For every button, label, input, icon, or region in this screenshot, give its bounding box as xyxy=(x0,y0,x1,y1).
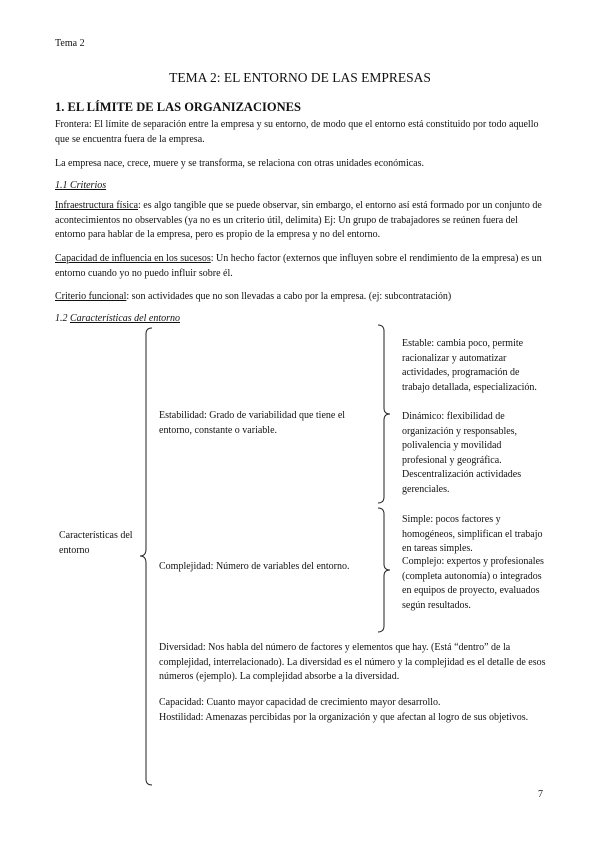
hostilidad-text: Hostilidad: Amenazas percibidas por la organización y que afectan al logro de sus objetivos. xyxy=(159,712,529,723)
criterio-text: : es algo tangible que se puede observar, sin embargo, el entorno así está formado por un conjunto de acontecimientos no observables (ya no es un criterio útil, delimita) Ej: Un grupo de trabajadores se reúnen fuera del entorno para hablar de la empresa, pero es propio de la empresa y no del entorno. xyxy=(55,200,542,240)
page-header: Tema 2 xyxy=(55,38,85,49)
page-number: 7 xyxy=(538,789,543,800)
criterio-influencia xyxy=(55,252,547,281)
criterio-text: : son actividades que no son llevadas a cabo por la empresa. (ej: subcontratación) xyxy=(126,291,452,302)
caracteristicas-heading xyxy=(55,312,180,327)
complejidad-label: Complejidad: Número de variables del entorno. xyxy=(159,561,350,572)
document-title: TEMA 2: EL ENTORNO DE LAS EMPRESAS xyxy=(169,70,431,85)
complejidad-brace xyxy=(376,507,392,635)
estable-text: Estable: cambia poco, permite racionalizar y automatizar actividades, programación de trabajo detallada, especialización. xyxy=(402,338,537,393)
section-heading: 1. EL LÍMITE DE LAS ORGANIZACIONES xyxy=(55,100,301,114)
criterio-text: : Un hecho factor (externos que influyen sobre el rendimiento de la empresa) es un entorno cuando yo no puedo influir sobre él. xyxy=(55,253,542,279)
criterios-heading: 1.1 Criterios xyxy=(55,180,107,191)
diversidad-text: Diversidad: Nos habla del número de factores y elementos que hay. (Está “dentro” de la complejidad, interrelacionado). La diversidad es el número y la complejidad es el detalle de esos números (ejemplo). La complejidad absorbe a la diversidad. xyxy=(159,642,546,682)
criterio-term: Criterio funcional xyxy=(55,291,127,302)
estabilidad-brace xyxy=(376,324,392,506)
heading-prefix: 1.2 xyxy=(55,313,70,324)
criterio-infraestructura xyxy=(55,199,547,243)
dinamico-text: Dinámico: flexibilidad de organización y responsables, polivalencia y movilidad profesional y geográfica. Descentralización actividades gerenciales. xyxy=(402,411,522,495)
capacidad-text: Capacidad: Cuanto mayor capacidad de crecimiento mayor desarrollo. xyxy=(159,697,441,708)
criterio-term: Infraestructura física xyxy=(55,200,139,211)
heading-term: Características del entorno xyxy=(70,313,180,324)
criterio-term: Capacidad de influencia en los sucesos xyxy=(55,253,211,264)
root-label: Características del entorno xyxy=(59,530,133,556)
complejo-text: Complejo: expertos y profesionales (completa autonomía) o integrados en equipos de proyecto, evaluados según resultados. xyxy=(402,556,544,611)
ciclo-paragraph: La empresa nace, crece, muere y se transforma, se relaciona con otras unidades económicas. xyxy=(55,158,424,169)
criterio-funcional xyxy=(55,290,547,305)
simple-text: Simple: pocos factores y homogéneos, simplifican el trabajo en tareas simples. xyxy=(402,514,543,554)
estabilidad-label: Estabilidad: Grado de variabilidad que tiene el entorno, constante o variable. xyxy=(159,410,346,436)
frontera-paragraph: Frontera: El límite de separación entre la empresa y su entorno, de modo que el entorno está constituido por todo aquello que se encuentra fuera de la empresa. xyxy=(55,119,539,145)
